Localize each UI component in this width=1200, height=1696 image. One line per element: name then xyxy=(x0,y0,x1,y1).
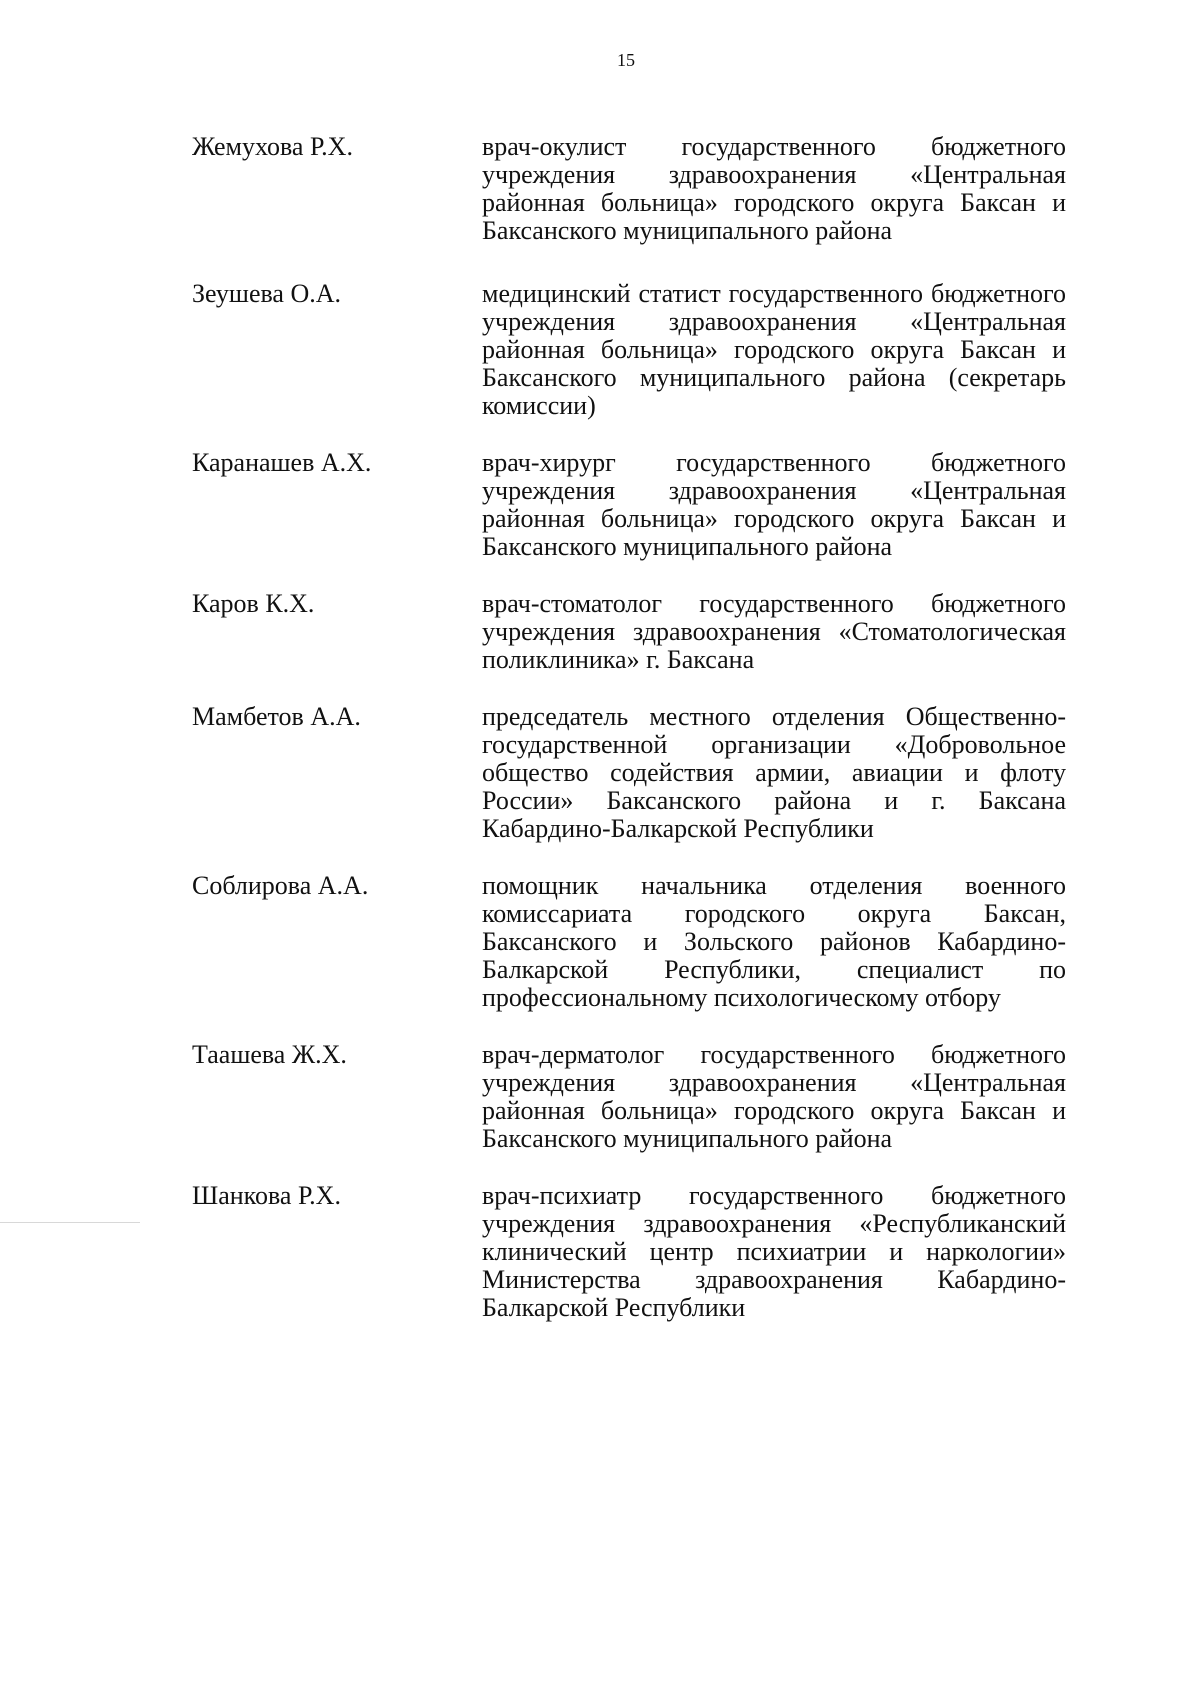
member-entry xyxy=(192,1182,1066,1322)
member-entry xyxy=(192,1041,1066,1153)
member-entry xyxy=(192,590,1066,674)
member-name: Жемухова Р.Х. xyxy=(192,132,353,161)
member-entry xyxy=(192,449,1066,561)
member-name: Шанкова Р.Х. xyxy=(192,1181,341,1210)
member-position: врач-хирург государственного бюджетного учреждения здравоохранения «Центральная районная больница» городского округа Баксан и Баксанского муниципального района xyxy=(482,448,1066,561)
member-entry xyxy=(192,280,1066,420)
member-name: Каранашев А.Х. xyxy=(192,448,372,477)
member-name: Таашева Ж.Х. xyxy=(192,1040,347,1069)
page-number: 15 xyxy=(617,50,635,70)
member-position: врач-стоматолог государственного бюджетного учреждения здравоохранения «Стоматологическая поликлиника» г. Баксана xyxy=(482,589,1066,674)
member-entry xyxy=(192,872,1066,1012)
commission-members-list xyxy=(192,133,1066,1322)
member-name: Мамбетов А.А. xyxy=(192,702,361,731)
member-position: врач-психиатр государственного бюджетного учреждения здравоохранения «Республиканский клинический центр психиатрии и наркологии» Министерства здравоохранения Кабардино-Балкарской Республики xyxy=(482,1181,1066,1322)
member-position: медицинский статист государственного бюджетного учреждения здравоохранения «Центральная районная больница» городского округа Баксан и Баксанского муниципального района (секретарь комиссии) xyxy=(482,279,1066,420)
member-entry xyxy=(192,133,1066,245)
member-position: врач-окулист государственного бюджетного учреждения здравоохранения «Центральная районная больница» городского округа Баксан и Баксанского муниципального района xyxy=(482,132,1066,245)
scan-edge-mark xyxy=(0,1222,140,1223)
member-position: председатель местного отделения Общественно-государственной организации «Добровольное общество содействия армии, авиации и флоту России» Баксанского района и г. Баксана Кабардино-Балкарской Республики xyxy=(482,702,1066,843)
member-name: Зеушева О.А. xyxy=(192,279,342,308)
member-name: Соблирова А.А. xyxy=(192,871,369,900)
member-position: врач-дерматолог государственного бюджетного учреждения здравоохранения «Центральная районная больница» городского округа Баксан и Баксанского муниципального района xyxy=(482,1040,1066,1153)
member-entry xyxy=(192,703,1066,843)
member-name: Каров К.Х. xyxy=(192,589,315,618)
member-position: помощник начальника отделения военного комиссариата городского округа Баксан, Баксанского и Зольского районов Кабардино-Балкарской Республики, специалист по профессиональному психологическому отбору xyxy=(482,871,1066,1012)
